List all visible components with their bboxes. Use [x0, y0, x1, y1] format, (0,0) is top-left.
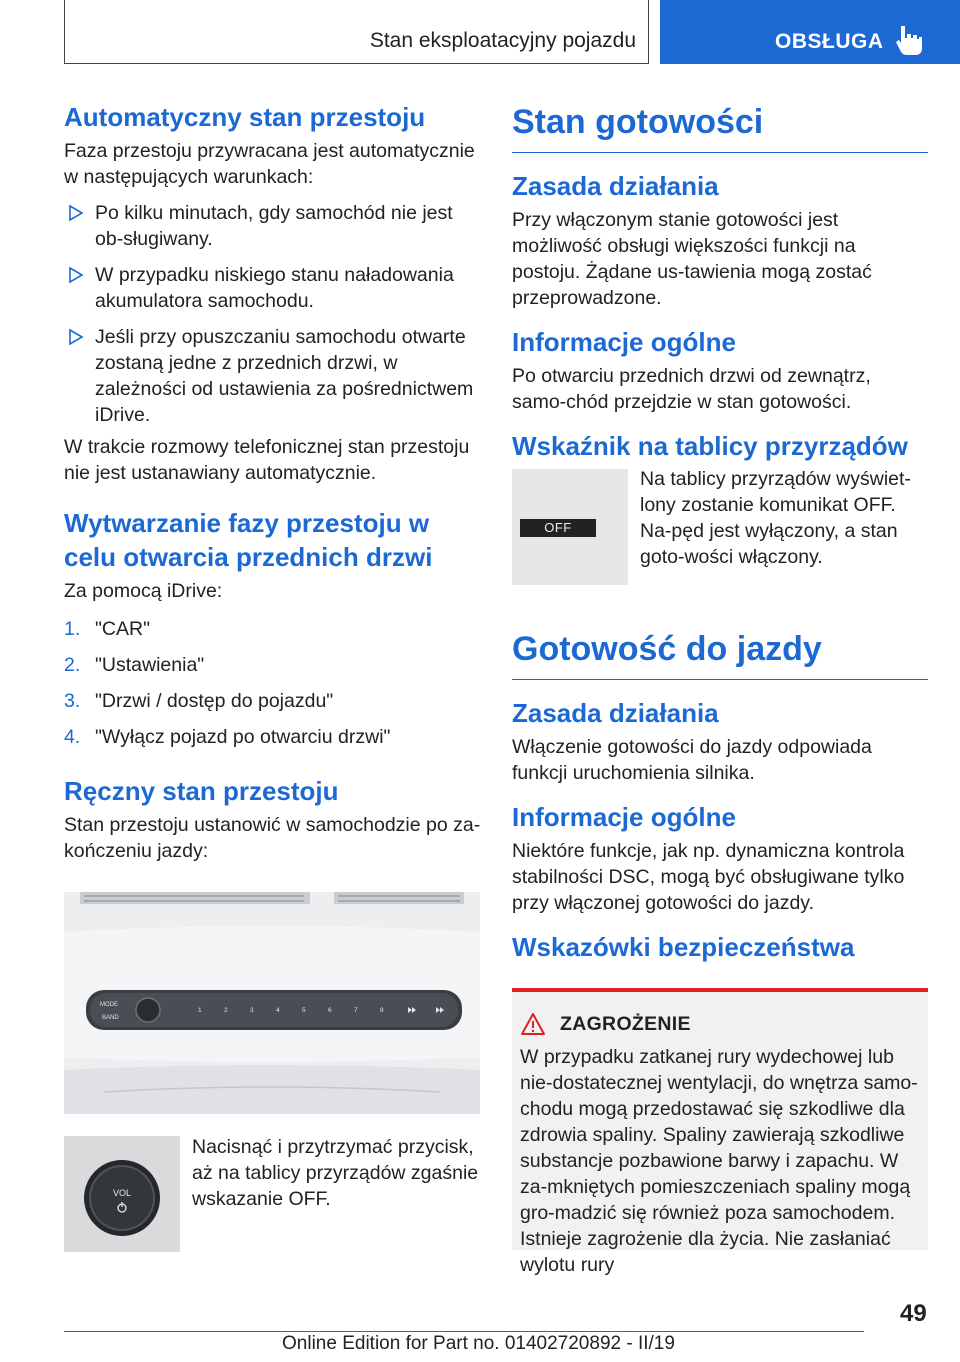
preset-label: 2 — [224, 1007, 228, 1014]
standby-heading: Stan gotowości — [512, 100, 928, 153]
list-item-text: Jeśli przy opuszczaniu samochodu otwarte zostaną jedne z przednich drzwi, w zależności od ustawienia za pośrednictwem iDrive. — [95, 326, 474, 426]
preset-label: 8 — [380, 1007, 384, 1014]
step-item — [64, 652, 484, 678]
drive-principle-text: Włączenie gotowości do jazdy odpowiada funkcji uruchomienia silnika. — [512, 736, 872, 784]
chapter-tab — [660, 0, 960, 64]
danger-title: ZAGROŻENIE — [560, 1012, 691, 1035]
dashboard-panel-illustration — [64, 892, 480, 1114]
indicator-text: Na tablicy przyrządów wyświet-lony zostanie komunikat OFF. Na-pęd jest wyłączony, a stan goto-wości włączony. — [640, 468, 911, 568]
list-item-text: Po kilku minutach, gdy samochód nie jest ob-sługiwany. — [95, 202, 453, 250]
standby-principle-heading: Zasada działania — [512, 171, 719, 201]
preset-label: 1 — [198, 1007, 202, 1014]
safety-heading: Wskazówki bezpieczeństwa — [512, 932, 855, 962]
list-item — [64, 324, 484, 428]
auto-idle-intro: Faza przestoju przywracana jest automatycznie w następujących warunkach: — [64, 140, 475, 188]
auto-idle-heading: Automatyczny stan przestoju — [64, 102, 426, 132]
footer-rule — [64, 1331, 864, 1332]
step-number: 1. — [64, 618, 81, 640]
right-column — [512, 100, 928, 1276]
step-text: "Ustawienia" — [95, 654, 205, 676]
idrive-steps — [64, 616, 484, 750]
danger-box — [512, 988, 928, 1276]
standby-principle-text: Przy włączonym stanie gotowości jest możliwość obsługi większości funkcji na postoju. Żądane us-tawienia mogą zostać przeprowadzone. — [512, 209, 872, 309]
off-indicator-image — [512, 469, 628, 585]
chapter-title: OBSŁUGA — [775, 30, 884, 53]
step-number: 2. — [64, 654, 81, 676]
preset-label: 5 — [302, 1007, 306, 1014]
preset-label: 7 — [354, 1007, 358, 1014]
list-item — [64, 262, 484, 314]
drive-principle-heading: Zasada działania — [512, 698, 719, 728]
triangle-bullet-icon — [68, 328, 84, 346]
manual-idle-heading: Ręczny stan przestoju — [64, 776, 339, 806]
triangle-bullet-icon — [68, 204, 84, 222]
left-column — [64, 100, 484, 1252]
create-idle-heading: Wytwarzanie fazy przestoju w celu otwarcia przednich drzwi — [64, 508, 433, 572]
standby-general-heading: Informacje ogólne — [512, 327, 736, 357]
step-text: "Drzwi / dostęp do pojazdu" — [95, 690, 334, 712]
step-item — [64, 724, 484, 750]
auto-idle-note: W trakcie rozmowy telefonicznej stan przestoju nie jest ustanawiany automatycznie. — [64, 436, 470, 484]
auto-idle-list — [64, 200, 484, 428]
step-item — [64, 616, 484, 642]
manual-idle-intro: Stan przestoju ustanowić w samochodzie po za-kończeniu jazdy: — [64, 814, 481, 862]
list-item — [64, 200, 484, 252]
band-label: BAND — [102, 1015, 119, 1021]
vol-knob-photo — [64, 1136, 180, 1252]
preset-label: 6 — [328, 1007, 332, 1014]
drive-general-text: Niektóre funkcje, jak np. dynamiczna kontrola stabilności DSC, mogą być obsługiwane tylko przy włączonej gotowości do jazdy. — [512, 840, 905, 914]
list-item-text: W przypadku niskiego stanu naładowania akumulatora samochodu. — [95, 264, 454, 312]
warning-triangle-icon — [520, 1012, 546, 1036]
step-text: "Wyłącz pojazd po otwarciu drzwi" — [95, 726, 391, 748]
section-title: Stan eksploatacyjny pojazdu — [369, 29, 636, 52]
indicator-block — [512, 469, 928, 585]
step-number: 3. — [64, 690, 81, 712]
step-text: "CAR" — [95, 618, 151, 640]
create-idle-intro: Za pomocą iDrive: — [64, 580, 223, 602]
hand-pointer-icon — [895, 24, 923, 56]
mode-label: MODE — [100, 1002, 118, 1008]
danger-text: W przypadku zatkanej rury wydechowej lub nie-dostatecznej wentylacji, do wnętrza samo-chodu mogą przedostawać się szkodliwe dla zdrowia spaliny. Spaliny zawierają szkodliwe substancje pozbawione barwy i zapachu. W za-mkniętych pomieszczeniach spaliny mogą gro-madzić się również poza samochodem. Istnieje zagrożenie dla życia. Nie zasłaniać wylotu rury — [520, 1046, 918, 1276]
preset-label: 4 — [276, 1007, 280, 1014]
edition-note: Online Edition for Part no. 01402720892 - II/19 — [282, 1333, 675, 1354]
dashboard-panel-photo — [64, 892, 480, 1114]
vol-label: VOL — [112, 1188, 132, 1198]
knob-instruction-text: Nacisnąć i przytrzymać przycisk, aż na tablicy przyrządów zgaśnie wskazanie OFF. — [192, 1136, 479, 1210]
page-number: 49 — [900, 1300, 927, 1327]
triangle-bullet-icon — [68, 266, 84, 284]
indicator-heading: Wskaźnik na tablicy przyrządów — [512, 431, 908, 461]
step-item — [64, 688, 484, 714]
drive-general-heading: Informacje ogólne — [512, 802, 736, 832]
running-header — [64, 0, 649, 64]
off-badge: OFF — [520, 519, 596, 537]
knob-instruction — [64, 1136, 484, 1252]
preset-label: 3 — [250, 1007, 254, 1014]
drive-ready-heading: Gotowość do jazdy — [512, 627, 928, 680]
danger-header — [520, 1012, 920, 1036]
step-number: 4. — [64, 726, 81, 748]
standby-general-text: Po otwarciu przednich drzwi od zewnątrz, samo-chód przejdzie w stan gotowości. — [512, 365, 871, 413]
